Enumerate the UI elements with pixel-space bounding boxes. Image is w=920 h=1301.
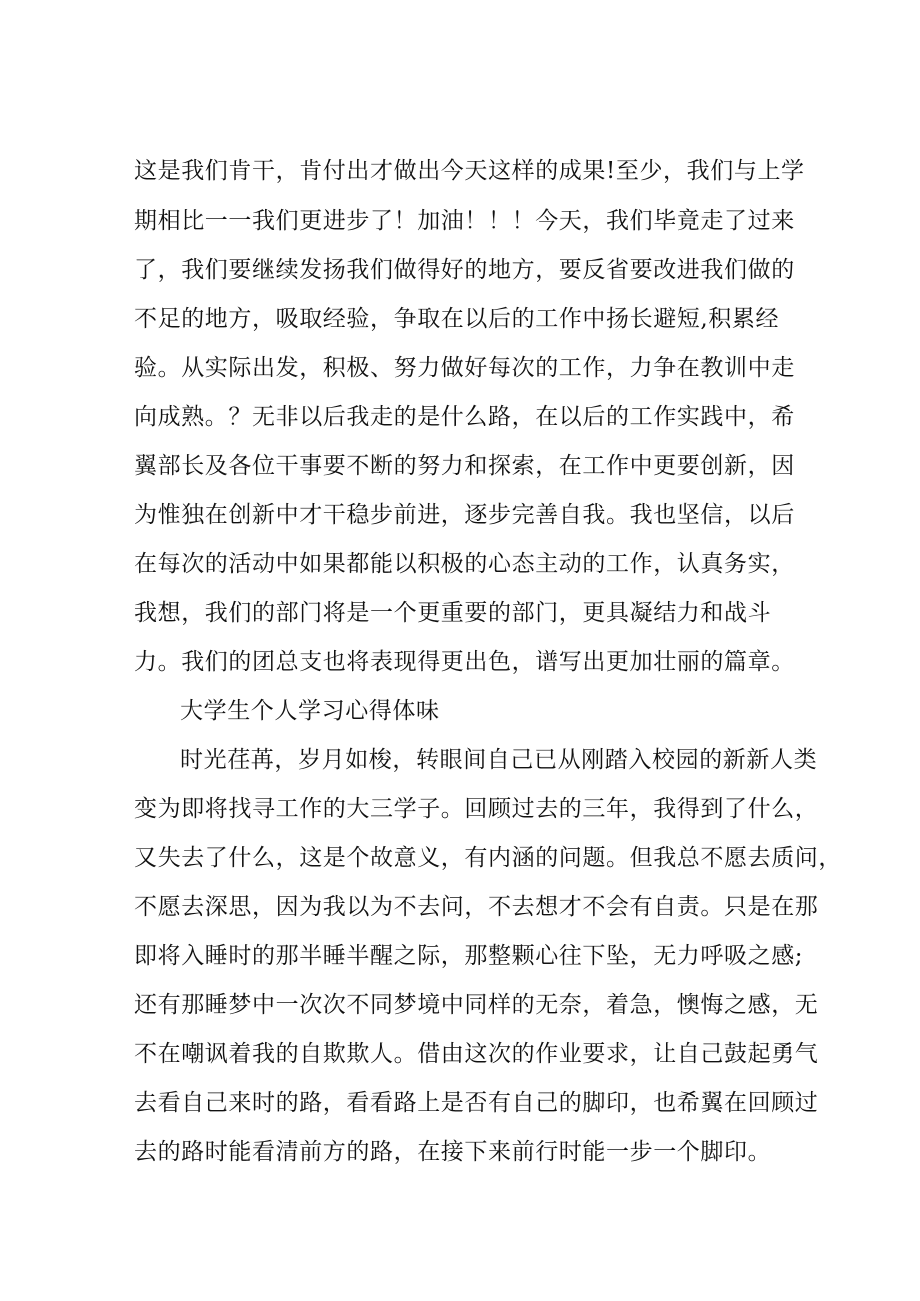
text-line: 不愿去深思，因为我以为不去问，不去想才不会有自责。只是在那 <box>134 894 819 920</box>
text-line: 这是我们肯干，肯付出才做出今天这样的成果!至少，我们与上学 <box>134 158 805 184</box>
text-line: 去的路时能看清前方的路，在接下来前行时能一步一个脚印。 <box>134 1139 772 1165</box>
text-line: 不在嘲讽着我的自欺欺人。借由这次的作业要求，让自己鼓起勇气 <box>134 1041 819 1067</box>
text-line: 了，我们要继续发扬我们做得好的地方，要反省要改进我们做的 <box>134 257 795 283</box>
text-line: 变为即将找寻工作的大三学子。回顾过去的三年，我得到了什么， <box>134 796 819 822</box>
text-line: 翼部长及各位干事要不断的努力和探索，在工作中更要创新，因 <box>134 453 795 479</box>
text-line: 为惟独在创新中才干稳步前进，逐步完善自我。我也坚信，以后 <box>134 502 795 528</box>
text-line: 向成熟。？无非以后我走的是什么路，在以后的工作实践中，希 <box>134 404 795 430</box>
text-line: 时光荏苒，岁月如梭，转眼间自己已从刚踏入校园的新新人类 <box>180 747 818 773</box>
text-line: 力。我们的团总支也将表现得更出色，谱写出更加壮丽的篇章。 <box>134 649 795 675</box>
text-line: 又失去了什么，这是个故意义，有内涵的问题。但我总不愿去质问， <box>134 845 842 871</box>
text-line: 在每次的活动中如果都能以积极的心态主动的工作，认真务实， <box>134 551 795 577</box>
text-line: 即将入睡时的那半睡半醒之际，那整颗心往下坠，无力呼吸之感; <box>134 943 804 969</box>
text-line: 还有那睡梦中一次次不同梦境中同样的无奈，着急，懊悔之感，无 <box>134 992 819 1018</box>
text-line: 期相比一一我们更进步了！加油！！！今天，我们毕竟走了过来 <box>134 208 795 234</box>
text-line: 我想，我们的部门将是一个更重要的部门，更具凝结力和战斗 <box>134 600 772 626</box>
text-line: 不足的地方，吸取经验，争取在以后的工作中扬长避短,积累经 <box>134 306 780 332</box>
text-line: 去看自己来时的路，看看路上是否有自己的脚印，也希翼在回顾过 <box>134 1090 819 1116</box>
section-title: 大学生个人学习心得体味 <box>180 698 440 724</box>
text-line: 验。从实际出发，积极、努力做好每次的工作，力争在教训中走 <box>134 355 795 381</box>
